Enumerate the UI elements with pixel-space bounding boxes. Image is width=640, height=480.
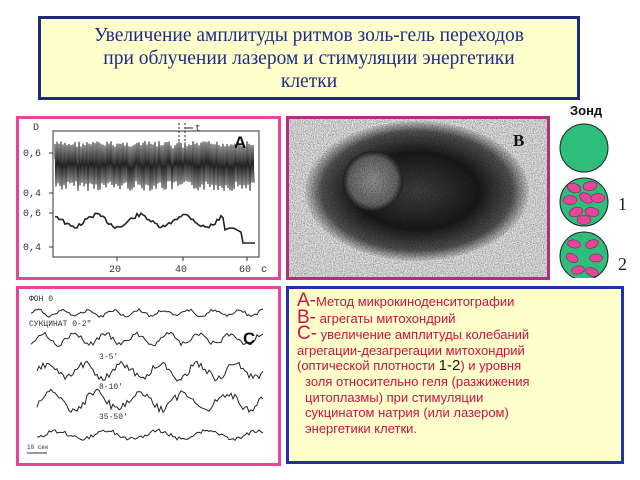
probe-diagram <box>556 118 616 278</box>
trace-label: ФОН 0 <box>29 295 54 304</box>
label-b: B- <box>297 306 316 328</box>
description-line-4: агрегации-дезагрегации митохондрий <box>297 342 525 358</box>
state-number-1: 1 <box>618 194 627 214</box>
panel-c-letter: C <box>243 329 256 348</box>
mitochondrion-blob <box>563 196 577 205</box>
panel-a-densitogram <box>16 116 281 280</box>
probe-label: Зонд <box>570 103 603 118</box>
mitochondrion-blob <box>590 254 603 262</box>
title-line-3: клетки <box>280 70 338 92</box>
y-tick-label: 0,4 <box>23 189 42 200</box>
title-line-1: Увеличение амплитуды ритмов золь-гель переходов <box>94 24 524 46</box>
mitochondrion-blob <box>577 216 591 225</box>
text-a: Метод микрокиноденситографии <box>316 294 515 309</box>
text-5-post: ) и уровня <box>460 358 522 374</box>
description-line-6: золя относительно геля (разжижения <box>305 373 530 389</box>
t-marker-label: t <box>195 124 202 135</box>
description-line-9: энергетики клетки. <box>305 420 418 436</box>
label-a: A- <box>297 290 316 311</box>
description-line-a <box>297 290 613 311</box>
oscillation-trace <box>37 429 263 440</box>
plot-frame <box>53 131 259 257</box>
panel-b-letter: B <box>513 131 525 150</box>
slide-title <box>94 24 524 93</box>
text-5-pre: (оптической плотности <box>297 358 439 374</box>
oscillation-trace <box>31 309 263 318</box>
density-trace-lower <box>55 213 255 243</box>
slide-title-box <box>38 16 580 100</box>
oscillation-trace <box>37 361 263 381</box>
density-trace-upper <box>55 141 254 191</box>
x-tick-label: 60 <box>239 265 252 276</box>
x-tick-label: 20 <box>109 265 122 276</box>
mitochondria-aggregate-image <box>289 119 547 277</box>
oscillation-trace <box>37 389 263 412</box>
text-b: агрегаты митохондрий <box>316 310 456 326</box>
panel-a-letter: A <box>234 133 247 152</box>
time-scale-label: 10 сек <box>27 444 49 451</box>
panel-b-micrograph <box>286 116 550 280</box>
state-number-2: 2 <box>618 254 627 274</box>
y-axis-letter: D <box>33 123 40 134</box>
label-c: C- <box>297 323 318 345</box>
oscillation-trace <box>31 332 263 346</box>
text-c: увеличение амплитуды колебаний <box>317 327 530 343</box>
title-line-2: при облучении лазером и стимуляции энергетики <box>103 47 515 69</box>
x-tick-label: 40 <box>175 265 188 276</box>
oscillation-traces <box>19 289 278 463</box>
trace-label: 3-5' <box>99 353 119 362</box>
panel-c-oscillations <box>16 286 281 466</box>
text-5-em: 1-2 <box>438 357 461 375</box>
y-tick-label: 0,6 <box>23 149 42 160</box>
micrograph-grain <box>289 119 547 277</box>
x-unit-label: с <box>261 265 268 276</box>
y-tick-label: 0,4 <box>23 243 42 254</box>
description-line-5 <box>297 358 613 374</box>
description-line-b <box>297 306 613 328</box>
description-box <box>286 286 624 464</box>
trace-label: 8-10' <box>99 383 124 392</box>
description-line-8: сукцинатом натрия (или лазером) <box>305 405 509 421</box>
trace-label: 35-50' <box>99 413 128 422</box>
probe-circle-empty <box>560 124 608 172</box>
mitochondrion-blob <box>591 194 605 203</box>
trace-label: СУКЦИНАТ 0-2" <box>29 320 92 329</box>
description-line-7: цитоплазмы) при стимуляции <box>305 389 484 405</box>
description-line-c <box>297 323 613 345</box>
y-tick-label: 0,6 <box>23 209 42 220</box>
